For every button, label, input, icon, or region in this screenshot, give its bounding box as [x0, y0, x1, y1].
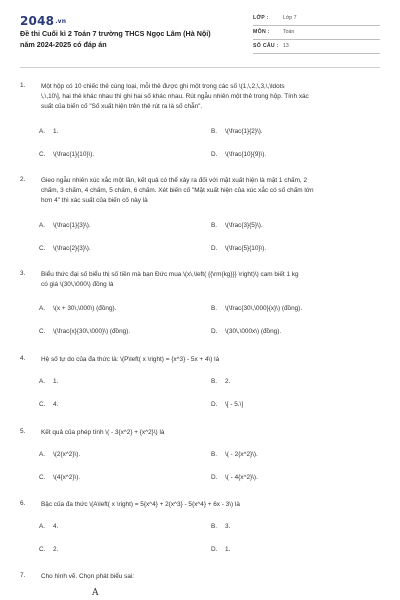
option-c[interactable] — [39, 245, 91, 252]
option-b[interactable] — [211, 222, 263, 229]
option-b[interactable] — [211, 451, 258, 458]
stem-line: \,\,10\], hai thẻ khác nhau thì ghi hai số khác nhau. Rút ngẫu nhiên một thẻ trong hộp. Tính xác — [41, 93, 309, 101]
option-c[interactable] — [39, 401, 58, 408]
option-text: \(\frac{2}{3}\). — [53, 245, 91, 252]
option-text: 4. — [53, 523, 59, 530]
stem-line: Hệ số tự do của đa thức là: \(P\left( x \right) = {x^3} - 5x + 4\) là — [41, 356, 220, 363]
option-text: \(4{x^2}\). — [53, 474, 81, 481]
info-value: Lớp 7 — [283, 15, 297, 21]
question-stem — [41, 572, 377, 582]
option-letter: A. — [39, 378, 46, 385]
option-c[interactable] — [39, 328, 130, 335]
stem-line: Kết quả của phép tính \( - 3{x^2} + {x^2}\) là — [41, 429, 165, 436]
info-value: 13 — [283, 43, 289, 49]
question-number: 2. — [20, 176, 26, 183]
option-text: 2. — [53, 546, 59, 553]
option-letter: D. — [211, 401, 218, 408]
logo-text: 2048 — [20, 14, 55, 28]
stem-line: có giá \(30\,\000\) đồng là — [41, 281, 114, 289]
option-b[interactable] — [211, 305, 302, 312]
option-letter: C. — [39, 474, 46, 481]
question-number: 6. — [20, 500, 26, 507]
option-a[interactable] — [39, 305, 116, 312]
stem-line: Một hộp có 10 chiếc thẻ cùng loại, mỗi thẻ được ghi một trong các số \(1,\,2,\,3,\,\ldots — [41, 83, 285, 90]
option-text: \(x + 30\,\000\) (đồng). — [53, 305, 117, 312]
option-a[interactable] — [39, 128, 58, 135]
option-text: \(\frac{1}{2}\). — [225, 128, 263, 135]
option-text: \(\frac{5}{10}\). — [225, 245, 267, 252]
option-letter: B. — [211, 305, 218, 312]
info-value: Toán — [283, 29, 295, 35]
question-stem — [41, 428, 377, 438]
info-label: LỚP : — [253, 15, 269, 21]
figure-vertex-label: A — [92, 588, 99, 598]
option-a[interactable] — [39, 451, 80, 458]
question-number: 5. — [20, 428, 26, 435]
option-text: 1. — [225, 546, 231, 553]
option-letter: B. — [211, 128, 218, 135]
option-text: 3. — [225, 523, 231, 530]
question-stem — [41, 82, 377, 113]
option-a[interactable] — [39, 378, 58, 385]
option-letter: D. — [211, 151, 218, 158]
question-stem — [41, 355, 377, 365]
question-number: 4. — [20, 355, 26, 362]
option-text: 1. — [53, 128, 59, 135]
option-text: \(\frac{x}{30\,\000}\) (đồng). — [53, 328, 131, 335]
option-text: 4. — [53, 401, 59, 408]
option-text: \(\frac{3}{5}\). — [225, 222, 263, 229]
question-stem — [41, 500, 377, 510]
info-label: MÔN : — [253, 29, 270, 35]
option-text: \(\frac{1}{3}\). — [53, 222, 91, 229]
option-letter: D. — [211, 245, 218, 252]
option-letter: C. — [39, 401, 46, 408]
option-c[interactable] — [39, 151, 94, 158]
page-header — [0, 0, 400, 68]
stem-line: Bậc của đa thức \(A\left( x \right) = 5{x^4} + 2{x^3} - 5{x^4} + 6x - 3\) là — [41, 501, 240, 508]
question-stem — [41, 270, 377, 290]
option-text: \( - 4{x^2}\). — [225, 474, 258, 481]
option-letter: A. — [39, 305, 46, 312]
stem-line: hơn 4" thì xác suất của biến cố này là — [41, 197, 148, 205]
option-letter: C. — [39, 245, 46, 252]
option-letter: B. — [211, 378, 218, 385]
header-divider — [20, 67, 380, 68]
stem-line: Gieo ngẫu nhiên xúc xắc một lần, kết quả có thể xảy ra đối với mặt xuất hiện là mặt 1 chấm, 2 — [41, 177, 307, 184]
option-letter: B. — [211, 523, 218, 530]
option-d[interactable] — [211, 401, 243, 408]
option-a[interactable] — [39, 222, 91, 229]
option-text: \[ - 5.\] — [225, 401, 244, 408]
info-label: SỐ CÂU : — [253, 43, 279, 49]
option-d[interactable] — [211, 328, 281, 335]
option-d[interactable] — [211, 474, 258, 481]
option-d[interactable] — [211, 546, 230, 553]
option-letter: D. — [211, 546, 218, 553]
option-a[interactable] — [39, 523, 58, 530]
option-b[interactable] — [211, 378, 230, 385]
info-row-subject — [253, 28, 380, 40]
option-text: 1. — [53, 378, 59, 385]
option-c[interactable] — [39, 474, 80, 481]
option-letter: D. — [211, 474, 218, 481]
option-letter: C. — [39, 546, 46, 553]
exam-title-line-2: năm 2024-2025 có đáp án — [20, 40, 107, 49]
info-row-question-count — [253, 42, 380, 54]
stem-line: chấm, 3 chấm, 4 chấm, 5 chấm, 6 chấm. Xét biến cố "Mặt xuất hiện của xúc xắc có số chấm lớn — [41, 187, 314, 195]
option-text: 2. — [225, 378, 231, 385]
option-letter: A. — [39, 128, 46, 135]
option-text: \(30\,\000x\) (đồng). — [225, 328, 282, 335]
option-b[interactable] — [211, 128, 263, 135]
option-letter: B. — [211, 222, 218, 229]
stem-line: Cho hình vẽ. Chọn phát biểu sai: — [41, 573, 135, 580]
option-text: \(\frac{30\,\000}{x}\) (đồng). — [225, 305, 303, 312]
logo-suffix: .vn — [55, 18, 67, 25]
question-number: 3. — [20, 270, 26, 277]
option-letter: A. — [39, 523, 46, 530]
option-c[interactable] — [39, 546, 58, 553]
option-d[interactable] — [211, 151, 266, 158]
option-letter: B. — [211, 451, 218, 458]
exam-title-line-1: Đề thi Cuối kì 2 Toán 7 trường THCS Ngọc Lâm (Hà Nội) — [20, 29, 211, 38]
option-letter: A. — [39, 451, 46, 458]
question-number: 1. — [20, 82, 26, 89]
option-b[interactable] — [211, 523, 230, 530]
option-text: \( - 2{x^2}\). — [225, 451, 258, 458]
option-letter: A. — [39, 222, 46, 229]
info-row-class — [253, 14, 380, 26]
option-d[interactable] — [211, 245, 266, 252]
option-text: \(\frac{1}{10}\). — [53, 151, 95, 158]
stem-line: suất của biến cố "Số xuất hiện trên thẻ rút ra là số chẵn". — [41, 103, 203, 111]
option-letter: C. — [39, 151, 46, 158]
question-number: 7. — [20, 572, 26, 579]
option-text: \(2{x^2}\). — [53, 451, 81, 458]
option-letter: D. — [211, 328, 218, 335]
option-letter: C. — [39, 328, 46, 335]
stem-line: Biểu thức đại số biểu thị số tiền mà bạn Đức mua \(x\,\left( {{\rm{kg}}} \right)\) cam biết 1 kg — [41, 271, 299, 278]
site-logo[interactable] — [20, 14, 66, 28]
option-text: \(\frac{10}{9}\). — [225, 151, 267, 158]
question-stem — [41, 176, 377, 207]
